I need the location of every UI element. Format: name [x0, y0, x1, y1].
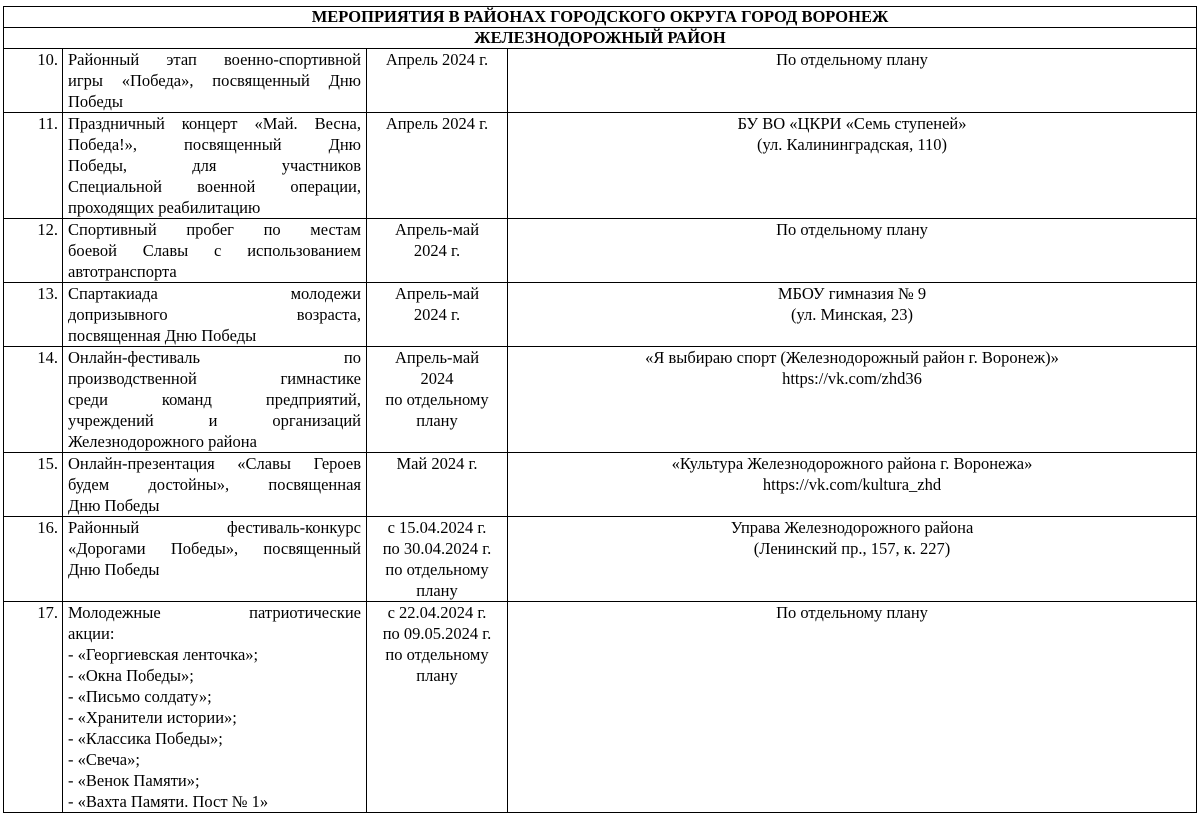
event-name-line: автотранспорта	[68, 262, 177, 281]
event-name	[63, 219, 367, 283]
event-venue-line: По отдельному плану	[776, 50, 928, 69]
event-name-line: Онлайн-фестиваль по	[68, 348, 361, 367]
event-name-line: посвященная Дню Победы	[68, 326, 257, 345]
table-row	[4, 219, 1197, 283]
event-name-line: - «Вахта Памяти. Пост № 1»	[68, 792, 269, 811]
event-name-line: - «Венок Памяти»;	[68, 771, 200, 790]
event-name	[63, 49, 367, 113]
event-name-line: Молодежные патриотические	[68, 603, 361, 622]
event-date	[367, 283, 508, 347]
event-name-line: Спортивный пробег по местам	[68, 220, 361, 239]
table-row	[4, 453, 1197, 517]
event-name-line: Железнодорожного района	[68, 432, 257, 451]
event-date-line: 2024	[420, 369, 454, 388]
event-venue	[508, 283, 1197, 347]
event-venue-line: «Культура Железнодорожного района г. Воронежа»	[671, 454, 1033, 473]
table-row	[4, 49, 1197, 113]
event-name	[63, 113, 367, 219]
row-number: 14.	[4, 347, 63, 453]
event-name-line: - «Классика Победы»;	[68, 729, 223, 748]
event-name-line: учреждений и организаций	[68, 411, 361, 430]
event-name-line: - «Хранители истории»;	[68, 708, 237, 727]
event-name-line: Районный фестиваль-конкурс	[68, 518, 361, 537]
venue-link[interactable]: https://vk.com/zhd36	[782, 369, 922, 388]
table-row	[4, 113, 1197, 219]
event-name-line: «Дорогами Победы», посвященный	[68, 539, 361, 558]
event-venue-line: (ул. Калининградская, 110)	[757, 135, 947, 154]
event-date-line: плану	[416, 666, 458, 685]
event-name-line: Онлайн-презентация «Славы Героев	[68, 454, 361, 473]
table-row	[4, 517, 1197, 602]
event-venue-line: По отдельному плану	[776, 603, 928, 622]
event-date-line: с 22.04.2024 г.	[387, 603, 487, 622]
event-name-line: игры «Победа», посвященный Дню	[68, 71, 361, 90]
row-number: 15.	[4, 453, 63, 517]
event-name	[63, 517, 367, 602]
event-date	[367, 517, 508, 602]
event-name	[63, 602, 367, 813]
title-row	[4, 7, 1197, 28]
event-venue	[508, 602, 1197, 813]
event-date-line: по отдельному	[385, 645, 489, 664]
event-name-line: Победа!», посвященный Дню	[68, 135, 361, 154]
table-row	[4, 283, 1197, 347]
row-number: 13.	[4, 283, 63, 347]
event-date-line: 2024 г.	[413, 305, 461, 324]
row-number: 11.	[4, 113, 63, 219]
event-name-line: боевой Славы с использованием	[68, 241, 361, 260]
event-name-line: - «Письмо солдату»;	[68, 687, 212, 706]
event-date-line: плану	[416, 581, 458, 600]
event-date-line: 2024 г.	[413, 241, 461, 260]
district-row	[4, 28, 1197, 49]
event-venue-line: (ул. Минская, 23)	[790, 305, 914, 324]
event-date-line: по 30.04.2024 г.	[382, 539, 492, 558]
event-name-line: Специальной военной операции,	[68, 177, 361, 196]
row-number: 12.	[4, 219, 63, 283]
event-name-line: Дню Победы	[68, 496, 160, 515]
venue-link[interactable]: https://vk.com/kultura_zhd	[762, 475, 942, 494]
event-date	[367, 219, 508, 283]
event-date-line: Май 2024 г.	[396, 454, 478, 473]
event-name-line: - «Окна Победы»;	[68, 666, 194, 685]
events-table	[3, 6, 1197, 813]
event-date-line: Апрель-май	[394, 220, 480, 239]
event-date-line: Апрель 2024 г.	[385, 50, 489, 69]
district-title: ЖЕЛЕЗНОДОРОЖНЫЙ РАЙОН	[4, 28, 1197, 49]
event-name-line: - «Георгиевская ленточка»;	[68, 645, 259, 664]
events-document	[3, 6, 1196, 813]
row-number: 17.	[4, 602, 63, 813]
event-name-line: Районный этап военно-спортивной	[68, 50, 361, 69]
event-date	[367, 602, 508, 813]
event-venue-line: БУ ВО «ЦКРИ «Семь ступеней»	[737, 114, 967, 133]
event-date-line: Апрель 2024 г.	[385, 114, 489, 133]
event-name-line: Спартакиада молодежи	[68, 284, 361, 303]
event-date-line: по отдельному	[385, 560, 489, 579]
event-venue-line: МБОУ гимназия № 9	[777, 284, 927, 303]
event-venue	[508, 347, 1197, 453]
event-name	[63, 453, 367, 517]
event-venue-line: (Ленинский пр., 157, к. 227)	[753, 539, 951, 558]
event-date	[367, 453, 508, 517]
event-date-line: плану	[416, 411, 458, 430]
event-name-line: проходящих реабилитацию	[68, 198, 261, 217]
event-venue-line: «Я выбираю спорт (Железнодорожный район г. Воронеж)»	[645, 348, 1059, 367]
event-date	[367, 347, 508, 453]
event-name-line: Победы	[68, 92, 123, 111]
event-date-line: по отдельному	[385, 390, 489, 409]
event-name	[63, 347, 367, 453]
event-date	[367, 113, 508, 219]
event-venue	[508, 453, 1197, 517]
event-name-line: допризывного возраста,	[68, 305, 361, 324]
event-date	[367, 49, 508, 113]
event-date-line: по 09.05.2024 г.	[382, 624, 492, 643]
event-name-line: Победы, для участников	[68, 156, 361, 175]
event-date-line: с 15.04.2024 г.	[387, 518, 487, 537]
event-name-line: Праздничный концерт «Май. Весна,	[68, 114, 361, 133]
event-name-line: Дню Победы	[68, 560, 160, 579]
table-row	[4, 602, 1197, 813]
event-name-line: - «Свеча»;	[68, 750, 140, 769]
event-name-line: акции:	[68, 624, 115, 643]
event-name-line: производственной гимнастике	[68, 369, 361, 388]
row-number: 10.	[4, 49, 63, 113]
event-venue	[508, 219, 1197, 283]
event-name-line: будем достойны», посвященная	[68, 475, 361, 494]
event-venue	[508, 517, 1197, 602]
event-name-line: среди команд предприятий,	[68, 390, 361, 409]
table-title: МЕРОПРИЯТИЯ В РАЙОНАХ ГОРОДСКОГО ОКРУГА ГОРОД ВОРОНЕЖ	[4, 7, 1197, 28]
event-venue	[508, 113, 1197, 219]
row-number: 16.	[4, 517, 63, 602]
event-venue-line: Управа Железнодорожного района	[730, 518, 974, 537]
table-row	[4, 347, 1197, 453]
event-venue	[508, 49, 1197, 113]
event-date-line: Апрель-май	[394, 348, 480, 367]
event-date-line: Апрель-май	[394, 284, 480, 303]
event-name	[63, 283, 367, 347]
event-venue-line: По отдельному плану	[776, 220, 928, 239]
